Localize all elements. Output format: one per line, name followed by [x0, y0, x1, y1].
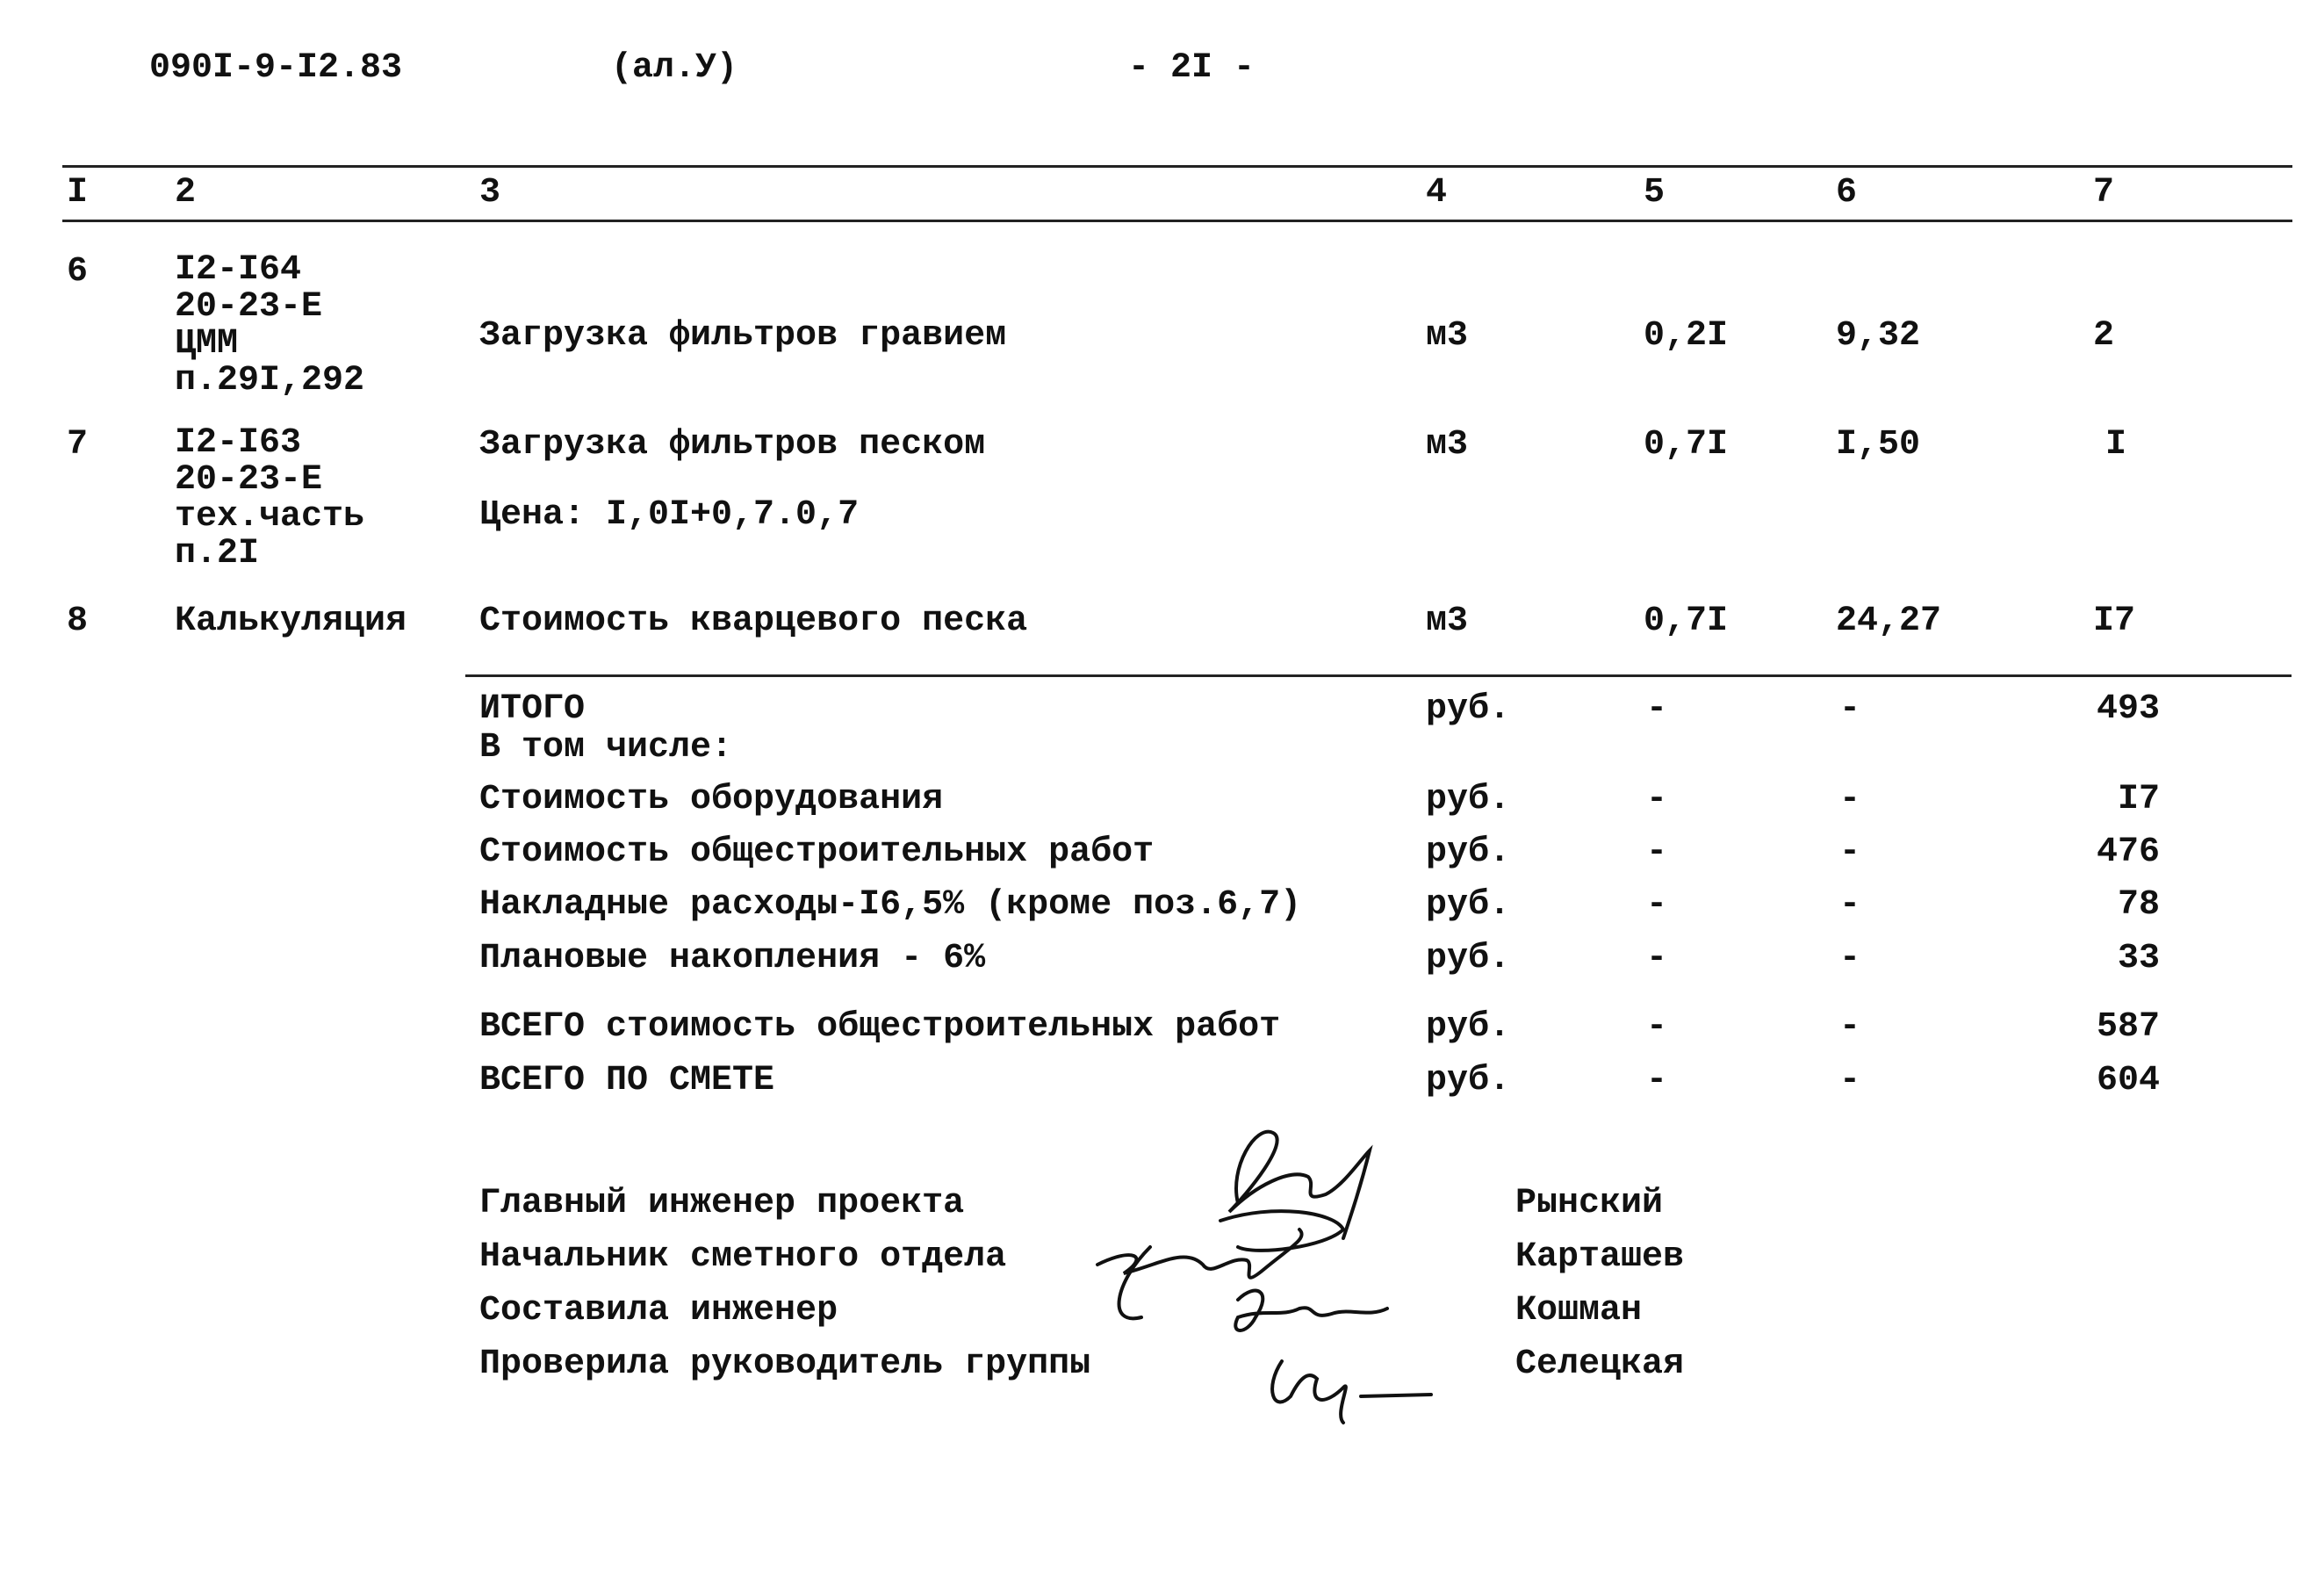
summary-dash: -: [1646, 689, 1668, 729]
row-reference: 20-23-Е: [175, 460, 323, 500]
column-header: I: [67, 173, 89, 213]
row-description: Загрузка фильтров песком: [479, 425, 986, 465]
signatory-role: Составила инженер: [479, 1291, 838, 1330]
summary-dash: -: [1839, 780, 1861, 819]
row-number: 7: [67, 425, 89, 465]
signatory-role: Начальник сметного отдела: [479, 1237, 1007, 1277]
signatory-role: Главный инженер проекта: [479, 1184, 965, 1223]
summary-dash: -: [1646, 833, 1668, 872]
row-reference: I2-I63: [175, 423, 302, 463]
row-unit: м3: [1426, 425, 1469, 465]
document-code: 090I-9-I2.83: [149, 48, 403, 88]
row-reference: ЦММ: [175, 324, 239, 364]
column-header: 7: [2093, 173, 2115, 213]
page-number: - 2I -: [1128, 48, 1256, 88]
row-price: 9,32: [1836, 316, 1921, 356]
summary-total: I7: [2117, 780, 2160, 819]
summary-unit: руб.: [1426, 833, 1511, 872]
signatory-name: Рынский: [1515, 1184, 1664, 1223]
row-total: I7: [2093, 602, 2136, 641]
signatory-role: Проверила руководитель группы: [479, 1345, 1091, 1384]
column-header: 2: [175, 173, 197, 213]
row-quantity: 0,7I: [1644, 602, 1729, 641]
row-unit: м3: [1426, 316, 1469, 356]
summary-unit: руб.: [1426, 689, 1511, 729]
summary-total: 604: [2096, 1061, 2160, 1100]
summary-dash: -: [1839, 939, 1861, 978]
row-description: Загрузка фильтров гравием: [479, 316, 1007, 356]
row-description: Стоимость кварцевого песка: [479, 602, 1028, 641]
row-total: 2: [2093, 316, 2115, 356]
summary-dash: -: [1646, 1061, 1668, 1100]
row-price: I,50: [1836, 425, 1921, 465]
row-unit: м3: [1426, 602, 1469, 641]
summary-label: ИТОГО: [479, 689, 586, 729]
signatory-name: Кошман: [1515, 1291, 1643, 1330]
summary-dash: -: [1839, 885, 1861, 925]
summary-unit: руб.: [1426, 780, 1511, 819]
summary-unit: руб.: [1426, 939, 1511, 978]
table-top-rule: [62, 165, 2292, 168]
summary-total: 33: [2117, 939, 2160, 978]
row-quantity: 0,2I: [1644, 316, 1729, 356]
row-reference: п.2I: [175, 534, 260, 573]
column-header: 6: [1836, 173, 1858, 213]
summary-unit: руб.: [1426, 1007, 1511, 1047]
summary-dash: -: [1646, 939, 1668, 978]
summary-total: 78: [2117, 885, 2160, 925]
summary-dash: -: [1646, 780, 1668, 819]
column-header: 3: [479, 173, 501, 213]
summary-dash: -: [1646, 885, 1668, 925]
price-note: Цена: I,0I+0,7.0,7: [479, 495, 860, 535]
summary-label: Стоимость общестроительных работ: [479, 833, 1155, 872]
row-number: 6: [67, 252, 89, 292]
row-price: 24,27: [1836, 602, 1942, 641]
summary-rule: [465, 674, 2292, 677]
summary-dash: -: [1646, 1007, 1668, 1047]
summary-dash: -: [1839, 689, 1861, 729]
column-header: 4: [1426, 173, 1448, 213]
signatory-name: Карташев: [1515, 1237, 1685, 1277]
handwritten-signatures: [1080, 1115, 1475, 1440]
row-reference: п.29I,292: [175, 361, 365, 400]
summary-label: Накладные расходы-I6,5% (кроме поз.6,7): [479, 885, 1302, 925]
row-reference: 20-23-Е: [175, 287, 323, 327]
summary-dash: -: [1839, 1007, 1861, 1047]
summary-total: 493: [2096, 689, 2160, 729]
album-label: (ал.У): [611, 48, 738, 88]
summary-label: ВСЕГО стоимость общестроительных работ: [479, 1007, 1281, 1047]
row-reference: Калькуляция: [175, 602, 407, 641]
header-bottom-rule: [62, 220, 2292, 222]
row-reference: I2-I64: [175, 250, 302, 290]
signatory-name: Селецкая: [1515, 1345, 1685, 1384]
summary-dash: -: [1839, 1061, 1861, 1100]
row-number: 8: [67, 602, 89, 641]
summary-unit: руб.: [1426, 1061, 1511, 1100]
summary-total: 476: [2096, 833, 2160, 872]
row-reference: тех.часть: [175, 497, 365, 537]
summary-total: 587: [2096, 1007, 2160, 1047]
summary-unit: руб.: [1426, 885, 1511, 925]
row-quantity: 0,7I: [1644, 425, 1729, 465]
summary-label: ВСЕГО ПО СМЕТЕ: [479, 1061, 775, 1100]
column-header: 5: [1644, 173, 1666, 213]
summary-dash: -: [1839, 833, 1861, 872]
row-total: I: [2105, 425, 2127, 465]
summary-label: Плановые накопления - 6%: [479, 939, 986, 978]
summary-label: Стоимость оборудования: [479, 780, 944, 819]
summary-subheading: В том числе:: [479, 728, 733, 768]
